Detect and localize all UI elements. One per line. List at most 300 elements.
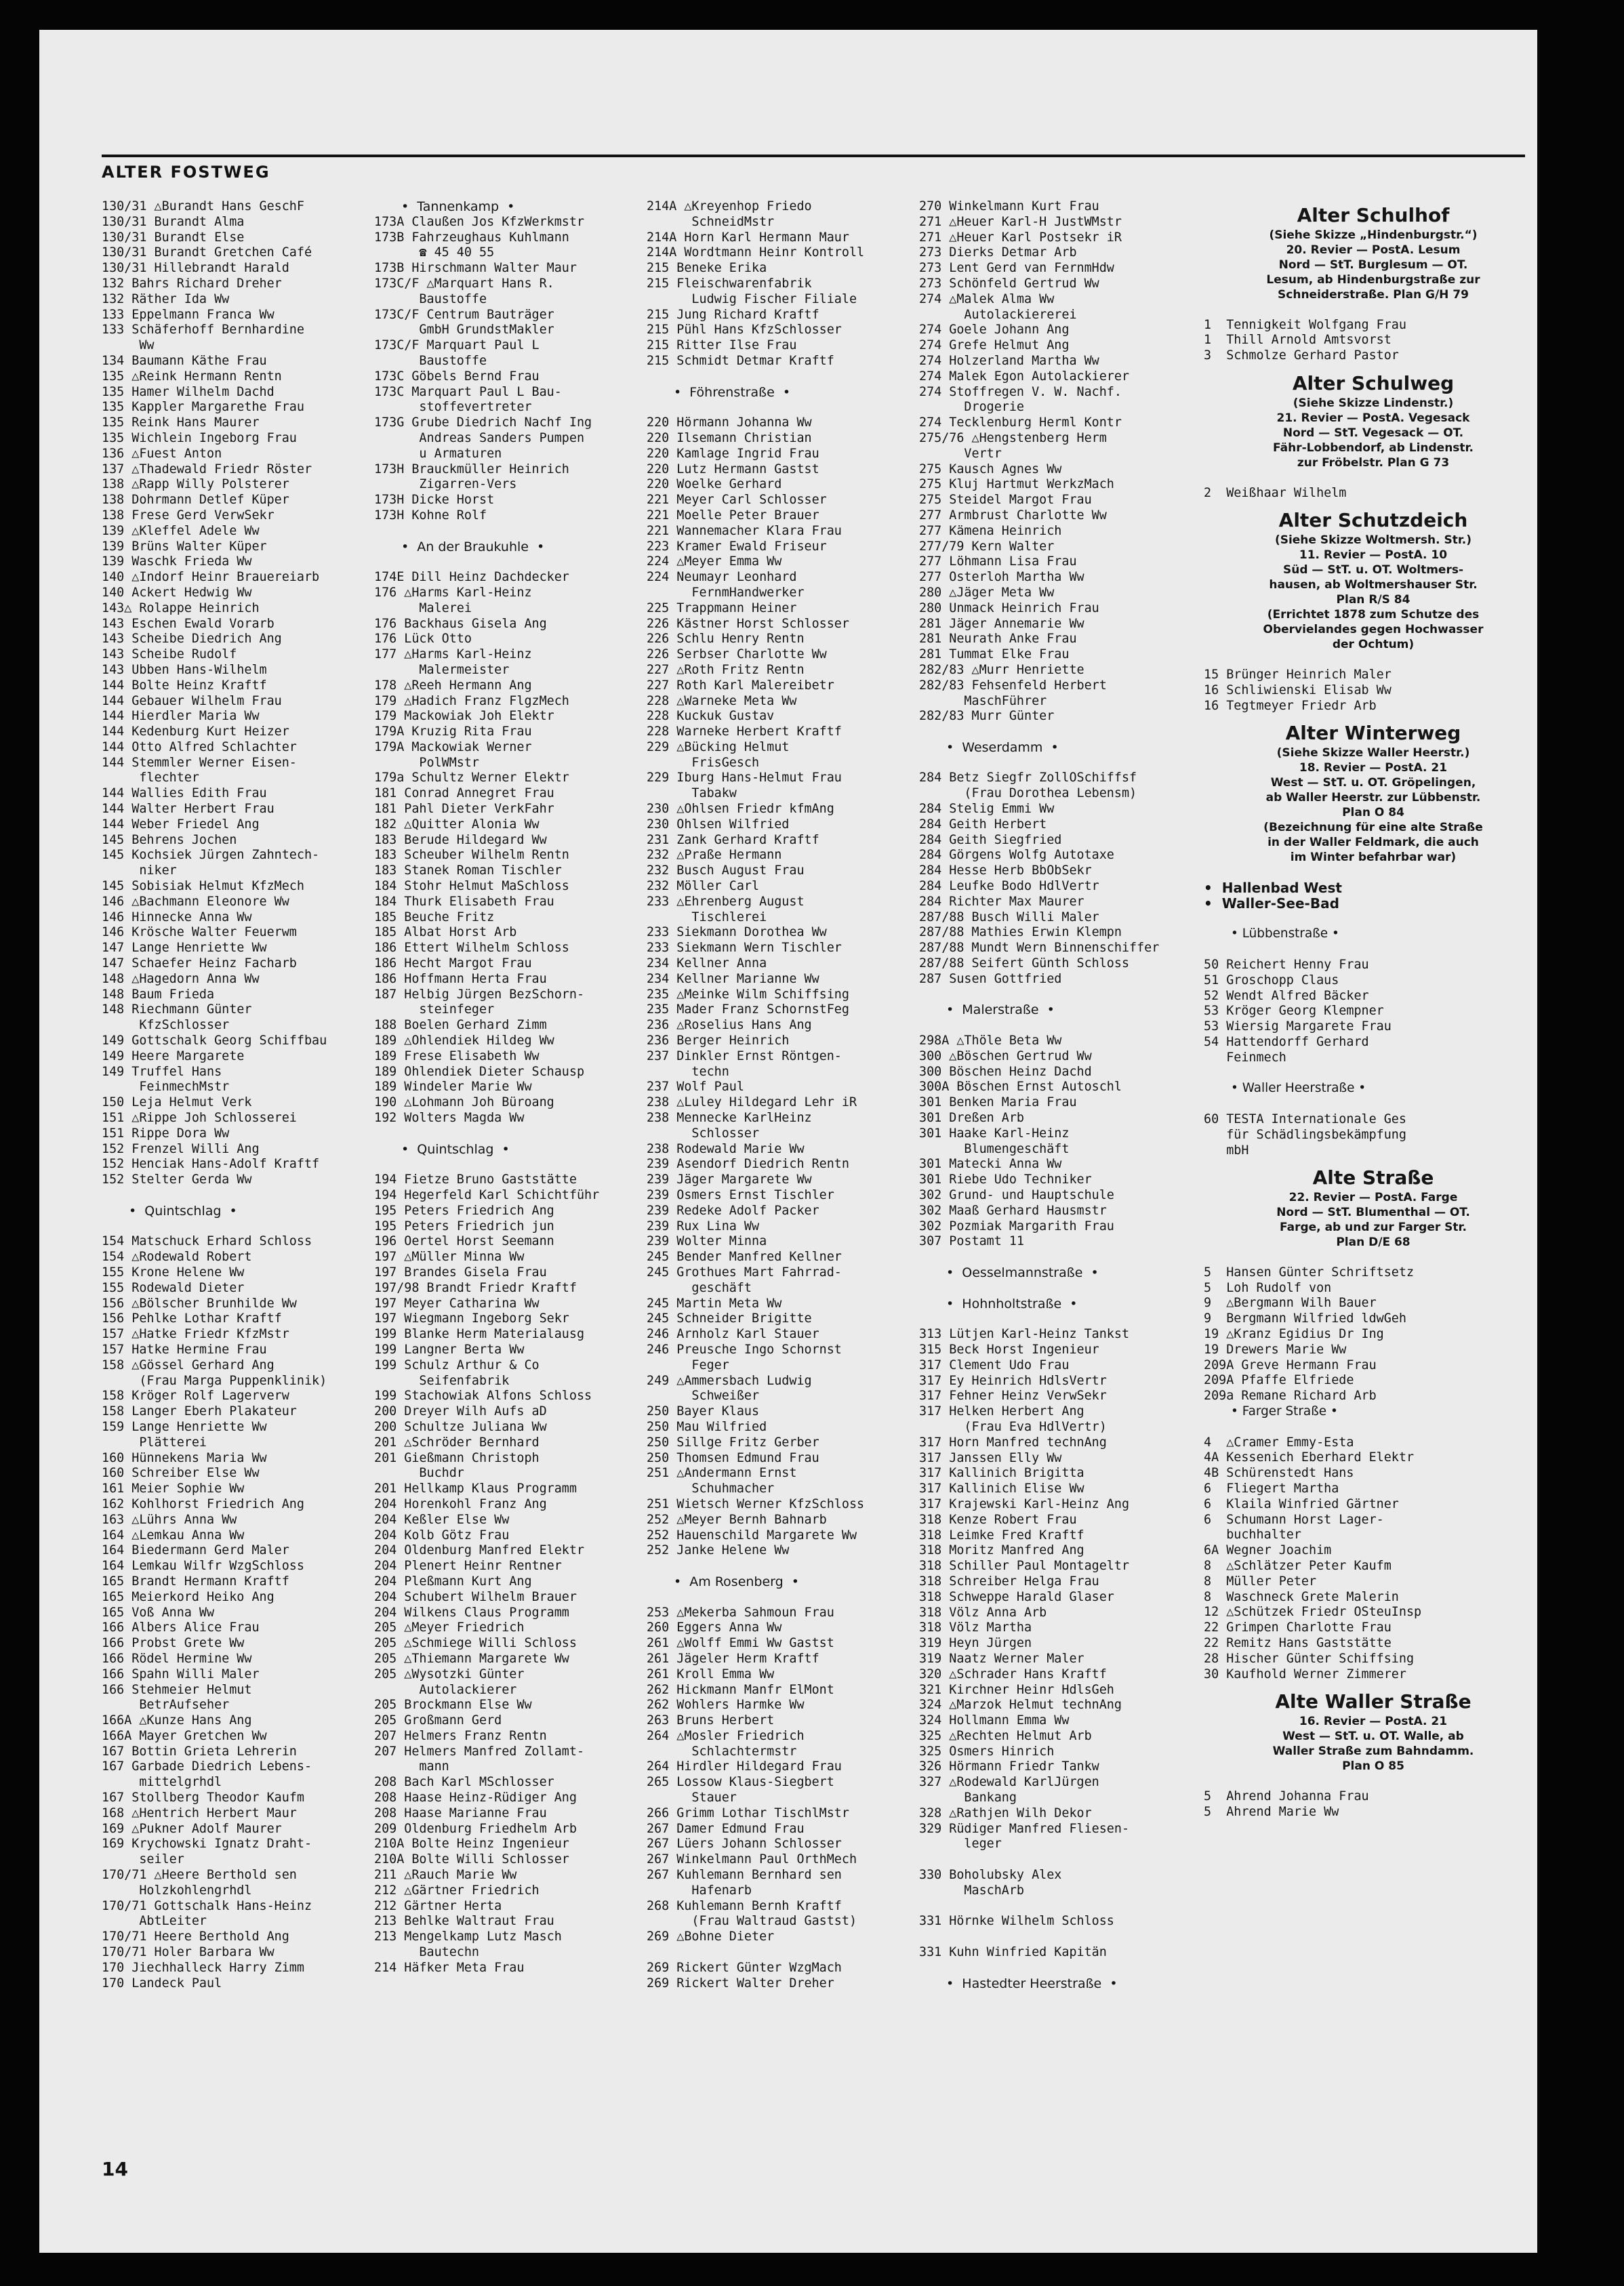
page-number: 14: [102, 2158, 128, 2180]
directory-entry: 147 Lange Henriette Ww: [102, 941, 267, 956]
directory-entry: 239 Asendorf Diedrich Rentn: [647, 1157, 849, 1172]
street-note: Plan O 85: [1342, 1759, 1404, 1774]
directory-entry: Schweißer: [647, 1389, 760, 1404]
directory-entry: (Frau Waltraud Gastst): [647, 1914, 857, 1929]
directory-entry: 197 Wiegmann Ingeborg Sekr: [374, 1311, 569, 1326]
directory-entry: BetrAufseher: [102, 1698, 230, 1713]
directory-entry: 226 Serbser Charlotte Ww: [647, 647, 827, 662]
directory-entry: 155 Rodewald Dieter: [102, 1280, 245, 1295]
directory-entry: 155 Krone Helene Ww: [102, 1265, 245, 1280]
directory-entry: 139 △Kleffel Adele Ww: [102, 523, 260, 538]
directory-entry: 150 Leja Helmut Verk: [102, 1095, 252, 1110]
directory-entry: 158 △Gössel Gerhard Ang: [102, 1358, 275, 1372]
directory-entry: 186 Hecht Margot Frau: [374, 956, 532, 971]
directory-entry: 277 Kämena Heinrich: [919, 523, 1062, 538]
directory-entry: 249 △Ammersbach Ludwig: [647, 1373, 812, 1388]
directory-entry: 274 Grefe Helmut Ang: [919, 338, 1070, 353]
directory-entry: 53 Wiersig Margarete Frau: [1204, 1019, 1392, 1034]
directory-entry: 167 Stollberg Theodor Kaufm: [102, 1791, 304, 1805]
directory-entry: 204 Wilkens Claus Programm: [374, 1605, 569, 1620]
directory-entry: 328 △Rathjen Wilh Dekor: [919, 1805, 1092, 1820]
directory-entry: 284 Betz Siegfr ZollOSchiffsf: [919, 771, 1137, 785]
directory-entry: 169 △Pukner Adolf Maurer: [102, 1821, 282, 1836]
directory-entry: 145 Sobisiak Helmut KfzMech: [102, 879, 304, 894]
directory-entry: 19 Drewers Marie Ww: [1204, 1342, 1347, 1357]
column-1: [102, 199, 380, 1991]
directory-entry: 154 △Rodewald Robert: [102, 1250, 252, 1265]
directory-entry: 137 △Thadewald Friedr Röster: [102, 462, 312, 476]
directory-entry: AbtLeiter: [102, 1914, 207, 1929]
directory-entry: 267 Kuhlemann Bernhard sen: [647, 1868, 842, 1883]
directory-entry: ☎ 45 40 55: [374, 245, 495, 260]
street-note: Waller Straße zum Bahndamm.: [1272, 1744, 1474, 1759]
directory-entry: 300 △Böschen Gertrud Ww: [919, 1048, 1092, 1063]
directory-entry: 281 Jäger Annemarie Ww: [919, 616, 1084, 631]
directory-entry: 157 Hatke Hermine Frau: [102, 1342, 267, 1357]
directory-entry: 284 Görgens Wolfg Autotaxe: [919, 848, 1114, 863]
street-section-header: • Hohnholtstraße •: [946, 1296, 1078, 1311]
directory-entry: 16 Tegtmeyer Friedr Arb: [1204, 698, 1377, 713]
directory-entry: 233 Siekmann Dorothea Ww: [647, 925, 827, 940]
directory-entry: 148 △Hagedorn Anna Ww: [102, 971, 260, 986]
directory-entry: 30 Kaufhold Werner Zimmerer: [1204, 1667, 1406, 1681]
street-note: Obervielandes gegen Hochwasser: [1263, 623, 1484, 637]
directory-entry: 281 Neurath Anke Frau: [919, 632, 1077, 647]
directory-entry: 186 Ettert Wilhelm Schloss: [374, 941, 569, 956]
directory-entry: 152 Stelter Gerda Ww: [102, 1172, 252, 1187]
directory-entry: mittelgrhdl: [102, 1775, 222, 1790]
directory-entry: Plätterei: [102, 1435, 207, 1450]
directory-entry: Tischlerei: [647, 910, 767, 924]
directory-entry: seiler: [102, 1852, 184, 1867]
directory-entry: 226 Kästner Horst Schlosser: [647, 616, 849, 631]
directory-entry: 261 Kroll Emma Ww: [647, 1667, 775, 1681]
directory-entry: 277 Löhmann Lisa Frau: [919, 554, 1077, 569]
directory-entry: 169 Krychowski Ignatz Draht-: [102, 1837, 312, 1852]
directory-entry: 282/83 Murr Günter: [919, 709, 1055, 724]
directory-entry: 238 Rodewald Marie Ww: [647, 1141, 805, 1156]
directory-entry: 166A △Kunze Hans Ang: [102, 1713, 252, 1728]
directory-entry: 318 Völz Anna Arb: [919, 1605, 1047, 1620]
spacer: [1204, 1420, 1537, 1435]
directory-entry: 265 Lossow Klaus-Siegbert: [647, 1775, 834, 1790]
directory-entry: 183 Berude Hildegard Ww: [374, 832, 547, 847]
directory-entry: 330 Boholubsky Alex: [919, 1868, 1062, 1883]
directory-entry: 136 △Fuest Anton: [102, 446, 222, 461]
directory-entry: 151 △Rippe Joh Schlosserei: [102, 1111, 297, 1126]
directory-entry: Malermeister: [374, 662, 510, 677]
spacer: [374, 1126, 652, 1142]
directory-entry: 210A Bolte Heinz Ingenieur: [374, 1837, 569, 1852]
directory-entry: 130/31 Hillebrandt Harald: [102, 261, 289, 276]
directory-entry: 164 △Lemkau Anna Ww: [102, 1528, 245, 1543]
directory-entry: 320 △Schrader Hans Kraftf: [919, 1667, 1107, 1681]
directory-entry: FernmHandwerker: [647, 585, 805, 600]
directory-entry: 195 Peters Friedrich jun: [374, 1219, 554, 1233]
directory-entry: 133 Schäferhoff Bernhardine: [102, 323, 304, 338]
directory-entry: (Frau Dorothea Lebensm): [919, 786, 1137, 801]
directory-entry: 154 Matschuck Erhard Schloss: [102, 1234, 312, 1249]
directory-entry: 326 Hörmann Friedr Tankw: [919, 1759, 1099, 1774]
directory-entry: 232 △Praße Hermann: [647, 848, 782, 863]
directory-entry: 317 Fehner Heinz VerwSekr: [919, 1389, 1107, 1404]
directory-entry: 212 △Gärtner Friedrich: [374, 1883, 540, 1898]
directory-entry: 287/88 Mathies Erwin Klempn: [919, 925, 1122, 940]
directory-entry: 146 △Bachmann Eleonore Ww: [102, 894, 289, 909]
directory-entry: niker: [102, 863, 177, 878]
directory-entry: 143△ Rolappe Heinrich: [102, 600, 260, 615]
directory-entry: 130/31 △Burandt Hans GeschF: [102, 199, 304, 213]
directory-entry: 152 Frenzel Willi Ang: [102, 1141, 260, 1156]
directory-entry: Autolackiererei: [919, 307, 1077, 322]
directory-entry: 274 △Malek Alma Ww: [919, 291, 1055, 306]
directory-entry: 183 Scheuber Wilhelm Rentn: [374, 848, 569, 863]
directory-entry: 225 Trappmann Heiner: [647, 600, 797, 615]
directory-entry: 166 Rödel Hermine Ww: [102, 1651, 252, 1666]
directory-entry: 152 Henciak Hans-Adolf Kraftf: [102, 1157, 320, 1172]
street-title: Alter Schutzdeich: [1278, 509, 1468, 532]
directory-entry: 252 Hauenschild Margarete Ww: [647, 1528, 857, 1543]
spacer: [919, 987, 1197, 1003]
directory-entry: 251 △Andermann Ernst: [647, 1466, 797, 1481]
directory-entry: 274 Holzerland Martha Ww: [919, 353, 1099, 368]
directory-entry: 214A Horn Karl Hermann Maur: [647, 230, 849, 245]
directory-entry: 282/83 Fehsenfeld Herbert: [919, 678, 1107, 693]
directory-entry: Holzkohlengrhdl: [102, 1883, 252, 1898]
spacer: [919, 1281, 1197, 1297]
directory-entry: 140 △Indorf Heinr Brauereiarb: [102, 570, 320, 585]
directory-entry: 317 Krajewski Karl-Heinz Ang: [919, 1496, 1130, 1511]
directory-entry: 282/83 △Murr Henriette: [919, 662, 1084, 677]
street-section-header: • Hastedter Heerstraße •: [946, 1976, 1118, 1991]
street-title: Alte Straße: [1312, 1166, 1434, 1189]
spacer: [647, 400, 925, 415]
directory-entry: 205 Brockmann Else Ww: [374, 1698, 532, 1713]
street-note: in der Waller Feldmark, die auch: [1267, 836, 1479, 850]
directory-entry: 239 Rux Lina Ww: [647, 1219, 760, 1233]
directory-entry: 277/79 Kern Walter: [919, 539, 1055, 554]
directory-entry: Baustoffe: [374, 353, 487, 368]
directory-entry: 287 Susen Gottfried: [919, 971, 1062, 986]
directory-entry: 252 △Meyer Bernh Bahnarb: [647, 1512, 827, 1527]
directory-entry: 22 Remitz Hans Gaststätte: [1204, 1636, 1392, 1651]
directory-entry: 274 Stoffregen V. W. Nachf.: [919, 384, 1122, 399]
directory-entry: 173H Kohne Rolf: [374, 508, 487, 523]
directory-entry: 213 Mengelkamp Lutz Masch: [374, 1930, 562, 1944]
directory-entry: 307 Postamt 11: [919, 1234, 1025, 1249]
directory-entry: 325 △Rechten Helmut Arb: [919, 1728, 1092, 1743]
directory-entry: 173B Fahrzeughaus Kuhlmann: [374, 230, 569, 245]
directory-entry: 212 Gärtner Herta: [374, 1898, 502, 1913]
directory-entry: 149 Heere Margarete: [102, 1048, 245, 1063]
street-section-header: • Waller Heerstraße •: [1231, 1081, 1366, 1096]
directory-entry: 158 Langer Eberh Plakateur: [102, 1404, 297, 1419]
directory-entry: flechter: [102, 771, 199, 785]
directory-entry: 196 Oertel Horst Seemann: [374, 1234, 554, 1249]
directory-entry: 5 Hansen Günter Schriftsetz: [1204, 1265, 1415, 1280]
directory-entry: geschäft: [647, 1280, 752, 1295]
directory-entry: 135 Reink Hans Maurer: [102, 415, 260, 430]
directory-entry: 194 Fietze Bruno Gaststätte: [374, 1172, 577, 1187]
facility-label: • Hallenbad West: [1204, 879, 1342, 896]
directory-entry: 135 Hamer Wilhelm Dachd: [102, 384, 275, 399]
spacer: [919, 1250, 1197, 1265]
column-4: [919, 199, 1197, 1991]
directory-entry: 261 Jägeler Herm Kraftf: [647, 1651, 819, 1666]
spacer: [647, 1590, 925, 1606]
directory-entry: 220 Woelke Gerhard: [647, 477, 782, 492]
directory-entry: 227 △Roth Fritz Rentn: [647, 662, 805, 677]
directory-entry: 318 Leimke Fred Kraftf: [919, 1528, 1084, 1543]
directory-entry: 277 Osterloh Martha Ww: [919, 570, 1084, 585]
directory-entry: 144 Gebauer Wilhelm Frau: [102, 693, 282, 708]
directory-entry: 195 Peters Friedrich Ang: [374, 1203, 554, 1218]
directory-entry: 148 Baum Frieda: [102, 987, 215, 1002]
directory-entry: 318 Völz Martha: [919, 1620, 1032, 1635]
directory-entry: 224 Neumayr Leonhard: [647, 570, 797, 585]
directory-entry: 269 △Bohne Dieter: [647, 1930, 775, 1944]
directory-entry: 166 Albers Alice Frau: [102, 1620, 260, 1635]
directory-entry: 201 △Schröder Bernhard: [374, 1435, 540, 1450]
directory-entry: 8 △Schlätzer Peter Kaufm: [1204, 1559, 1392, 1574]
directory-entry: 209a Remane Richard Arb: [1204, 1389, 1377, 1404]
directory-entry: 220 Ilsemann Christian: [647, 430, 812, 445]
directory-entry: 161 Meier Sophie Ww: [102, 1482, 245, 1496]
directory-entry: 181 Conrad Annegret Frau: [374, 786, 554, 801]
directory-entry: 188 Boelen Gerhard Zimm: [374, 1018, 547, 1033]
directory-entry: 319 Naatz Werner Maler: [919, 1651, 1084, 1666]
directory-entry: 204 Keßler Else Ww: [374, 1512, 510, 1527]
directory-entry: 317 Kallinich Brigitta: [919, 1466, 1084, 1481]
directory-entry: 209A Pfaffe Elfriede: [1204, 1373, 1354, 1388]
directory-entry: 237 Dinkler Ernst Röntgen-: [647, 1048, 842, 1063]
directory-entry: 149 Truffel Hans: [102, 1064, 222, 1079]
street-note: 16. Revier — PostA. 21: [1299, 1715, 1448, 1729]
directory-entry: 16 Schliwienski Elisab Ww: [1204, 682, 1392, 697]
directory-entry: 138 Dohrmann Detlef Küper: [102, 493, 289, 508]
directory-entry: 214A △Kreyenhop Friedo: [647, 199, 812, 213]
directory-entry: 236 Berger Heinrich: [647, 1034, 790, 1048]
facility-label: • Waller-See-Bad: [1204, 895, 1339, 912]
directory-entry: 5 Ahrend Johanna Frau: [1204, 1789, 1369, 1803]
directory-entry: 317 Helken Herbert Ang: [919, 1404, 1084, 1419]
running-head: ALTER FOSTWEG: [102, 163, 270, 182]
directory-entry: 1 Tennigkeit Wolfgang Frau: [1204, 317, 1406, 332]
directory-entry: 214 Häfker Meta Frau: [374, 1960, 525, 1975]
directory-entry: 170/71 Holer Barbara Ww: [102, 1945, 275, 1960]
column-3: [647, 199, 925, 1991]
directory-entry: 269 Rickert Günter WzgMach: [647, 1960, 842, 1975]
directory-entry: 275/76 △Hengstenberg Herm: [919, 430, 1107, 445]
directory-entry: 215 Schmidt Detmar Kraftf: [647, 353, 834, 368]
directory-entry: 140 Ackert Hedwig Ww: [102, 585, 252, 600]
spacer: [374, 524, 652, 539]
directory-entry: mbH: [1204, 1143, 1249, 1158]
directory-entry: 267 Lüers Johann Schlosser: [647, 1837, 842, 1852]
street-note: (Siehe Skizze Woltmersh. Str.): [1274, 533, 1472, 548]
street-note: 11. Revier — PostA. 10: [1299, 548, 1448, 563]
directory-entry: Andreas Sanders Pumpen: [374, 430, 585, 445]
directory-entry: 173A Claußen Jos KfzWerkmstr: [374, 214, 585, 229]
directory-entry: 262 Hickmann Manfr ElMont: [647, 1682, 834, 1697]
directory-entry: 205 △Schmiege Willi Schloss: [374, 1636, 577, 1651]
directory-entry: 135 Kappler Margarethe Frau: [102, 400, 304, 415]
directory-entry: 204 Oldenburg Manfred Elektr: [374, 1543, 585, 1558]
directory-entry: 230 Ohlsen Wilfried: [647, 817, 790, 832]
directory-entry: 317 Kallinich Elise Ww: [919, 1482, 1084, 1496]
directory-entry: 184 Thurk Elisabeth Frau: [374, 894, 554, 909]
directory-entry: 235 △Meinke Wilm Schiffsing: [647, 987, 849, 1002]
directory-entry: steinfeger: [374, 1002, 495, 1017]
directory-entry: 168 △Hentrich Herbert Maur: [102, 1805, 297, 1820]
directory-entry: 130/31 Burandt Alma: [102, 214, 245, 229]
spacer: [374, 554, 652, 570]
directory-entry: 229 △Bücking Helmut: [647, 739, 790, 754]
directory-entry: 144 Weber Friedel Ang: [102, 817, 260, 832]
directory-entry: Malerei: [374, 600, 472, 615]
directory-entry: 28 Hischer Günter Schiffsing: [1204, 1651, 1415, 1666]
directory-entry: 170/71 Gottschalk Hans-Heinz: [102, 1898, 312, 1913]
directory-entry: 130/31 Burandt Gretchen Café: [102, 245, 312, 260]
directory-entry: 192 Wolters Magda Ww: [374, 1111, 525, 1126]
directory-entry: 264 Hirdler Hildegard Frau: [647, 1759, 842, 1774]
directory-entry: PolWMstr: [374, 755, 480, 770]
directory-entry: 189 Frese Elisabeth Ww: [374, 1048, 540, 1063]
spacer: [647, 369, 925, 385]
directory-entry: 204 Plenert Heinr Rentner: [374, 1559, 562, 1574]
directory-entry: 179 △Hadich Franz FlgzMech: [374, 693, 569, 708]
street-section-header: • Quintschlag •: [401, 1141, 510, 1157]
directory-entry: 271 △Heuer Karl-H JustWMstr: [919, 214, 1122, 229]
directory-entry: GmbH GrundstMakler: [374, 323, 554, 338]
directory-entry: 318 Schweppe Harald Glaser: [919, 1589, 1114, 1604]
directory-entry: Tabakw: [647, 786, 737, 801]
spacer: [919, 756, 1197, 771]
directory-entry: 22 Grimpen Charlotte Frau: [1204, 1620, 1392, 1635]
street-note: Schneiderstraße. Plan G/H 79: [1278, 287, 1469, 302]
directory-entry: 52 Wendt Alfred Bäcker: [1204, 988, 1369, 1003]
directory-entry: 331 Kuhn Winfried Kapitän: [919, 1945, 1107, 1960]
directory-entry: 200 Dreyer Wilh Aufs aD: [374, 1404, 547, 1419]
directory-entry: 145 Kochsiek Jürgen Zahntech-: [102, 848, 320, 863]
directory-entry: 321 Kirchner Heinr HdlsGeh: [919, 1682, 1114, 1697]
directory-entry: 210A Bolte Willi Schlosser: [374, 1852, 569, 1867]
directory-entry: 200 Schultze Juliana Ww: [374, 1419, 547, 1434]
directory-entry: 228 △Warneke Meta Ww: [647, 693, 797, 708]
directory-entry: 166 Probst Grete Ww: [102, 1636, 245, 1651]
spacer: [1204, 1774, 1537, 1789]
directory-entry: 165 Meierkord Heiko Ang: [102, 1589, 275, 1604]
directory-entry: 331 Hörnke Wilhelm Schloss: [919, 1914, 1114, 1929]
directory-entry: 287/88 Seifert Günth Schloss: [919, 956, 1130, 971]
directory-entry: 245 Schneider Brigitte: [647, 1311, 812, 1326]
street-note: ab Waller Heerstr. zur Lübbenstr.: [1265, 791, 1481, 805]
street-section-header: • Föhrenstraße •: [674, 384, 791, 400]
directory-entry: 173H Brauckmüller Heinrich: [374, 462, 569, 476]
directory-entry: 147 Schaefer Heinz Facharb: [102, 956, 297, 971]
spacer: [374, 1157, 652, 1172]
street-note: Plan R/S 84: [1336, 593, 1410, 607]
directory-entry: Ww: [102, 338, 155, 353]
spacer: [1204, 470, 1537, 486]
directory-entry: 176 △Harms Karl-Heinz: [374, 585, 532, 600]
directory-entry: 301 Matecki Anna Ww: [919, 1157, 1062, 1172]
directory-entry: MaschFührer: [919, 693, 1047, 708]
directory-entry: 156 Pehlke Lothar Kraftf: [102, 1311, 282, 1326]
street-note: Plan D/E 68: [1336, 1236, 1410, 1250]
column-2: [374, 199, 652, 1976]
street-section-header: • Malerstraße •: [946, 1002, 1055, 1018]
directory-entry: 6 Schumann Horst Lager-: [1204, 1512, 1384, 1527]
street-note: Plan O 84: [1342, 806, 1404, 820]
directory-entry: 173B Hirschmann Walter Maur: [374, 261, 577, 276]
directory-entry: 138 △Rapp Willy Polsterer: [102, 477, 289, 492]
directory-entry: 187 Helbig Jürgen BezSchorn-: [374, 987, 585, 1002]
directory-entry: 170/71 △Heere Berthold sen: [102, 1868, 297, 1883]
directory-entry: 164 Biedermann Gerd Maler: [102, 1543, 289, 1558]
directory-entry: 9 △Bergmann Wilh Bauer: [1204, 1296, 1377, 1311]
directory-entry: 174E Dill Heinz Dachdecker: [374, 570, 569, 585]
street-note: 21. Revier — PostA. Vegesack: [1276, 411, 1470, 425]
street-note: im Winter befahrbar war): [1290, 851, 1457, 865]
directory-entry: 53 Kröger Georg Klempner: [1204, 1004, 1384, 1019]
directory-entry: 162 Kohlhorst Friedrich Ang: [102, 1496, 304, 1511]
directory-entry: 173C/F △Marquart Hans R.: [374, 276, 554, 291]
directory-entry: 189 Windeler Marie Ww: [374, 1080, 532, 1095]
spacer: [1204, 865, 1537, 880]
directory-entry: 262 Wohlers Harmke Ww: [647, 1698, 805, 1713]
directory-entry: 166A Mayer Gretchen Ww: [102, 1728, 267, 1743]
directory-entry: 135 Wichlein Ingeborg Frau: [102, 430, 297, 445]
directory-entry: 9 Bergmann Wilfried ldwGeh: [1204, 1311, 1406, 1326]
directory-entry: 160 Hünnekens Maria Ww: [102, 1450, 267, 1465]
directory-entry: 143 Scheibe Diedrich Ang: [102, 632, 282, 647]
directory-entry: 324 △Marzok Helmut technAng: [919, 1698, 1122, 1713]
directory-entry: 302 Grund- und Hauptschule: [919, 1188, 1114, 1202]
directory-entry: 50 Reichert Henny Frau: [1204, 957, 1369, 972]
directory-entry: 287/88 Busch Willi Maler: [919, 910, 1099, 924]
directory-entry: 177 △Harms Karl-Heinz: [374, 647, 532, 662]
street-note: zur Fröbelstr. Plan G 73: [1297, 455, 1450, 470]
directory-entry: 5 Loh Rudolf von: [1204, 1280, 1332, 1295]
directory-entry: 60 TESTA Internationale Ges: [1204, 1111, 1406, 1126]
directory-entry: 234 Kellner Marianne Ww: [647, 971, 819, 986]
street-section-header: • Lübbenstraße •: [1231, 926, 1339, 941]
directory-entry: 300 Böschen Heinz Dachd: [919, 1064, 1092, 1079]
directory-entry: 199 Langner Berta Ww: [374, 1342, 525, 1357]
street-note: hausen, ab Woltmershauser Str.: [1269, 578, 1478, 592]
directory-entry: 268 Kuhlemann Bernh Kraftf: [647, 1898, 842, 1913]
directory-entry: (Frau Marga Puppenklinik): [102, 1373, 327, 1388]
directory-entry: (Frau Eva HdlVertr): [919, 1419, 1107, 1434]
directory-entry: 5 Ahrend Marie Ww: [1204, 1804, 1339, 1819]
directory-entry: SchneidMstr: [647, 214, 775, 229]
directory-entry: 163 △Lührs Anna Ww: [102, 1512, 237, 1527]
street-note: der Ochtum): [1332, 638, 1415, 652]
directory-entry: 221 Moelle Peter Brauer: [647, 508, 819, 523]
directory-entry: 156 △Bölscher Brunhilde Ww: [102, 1296, 297, 1311]
directory-entry: 300A Böschen Ernst Autoschl: [919, 1080, 1122, 1095]
directory-entry: 250 Thomsen Edmund Frau: [647, 1450, 819, 1465]
directory-entry: 230 △Ohlsen Friedr kfmAng: [647, 802, 834, 817]
directory-entry: FrisGesch: [647, 755, 760, 770]
street-note: Farge, ab und zur Farger Str.: [1280, 1221, 1467, 1235]
directory-entry: 302 Maaß Gerhard Hausmstr: [919, 1203, 1107, 1218]
directory-entry: 232 Busch August Frau: [647, 863, 805, 878]
directory-entry: 205 △Meyer Friedrich: [374, 1620, 525, 1635]
street-note: 22. Revier — PostA. Farge: [1288, 1191, 1458, 1205]
directory-entry: 263 Bruns Herbert: [647, 1713, 775, 1728]
